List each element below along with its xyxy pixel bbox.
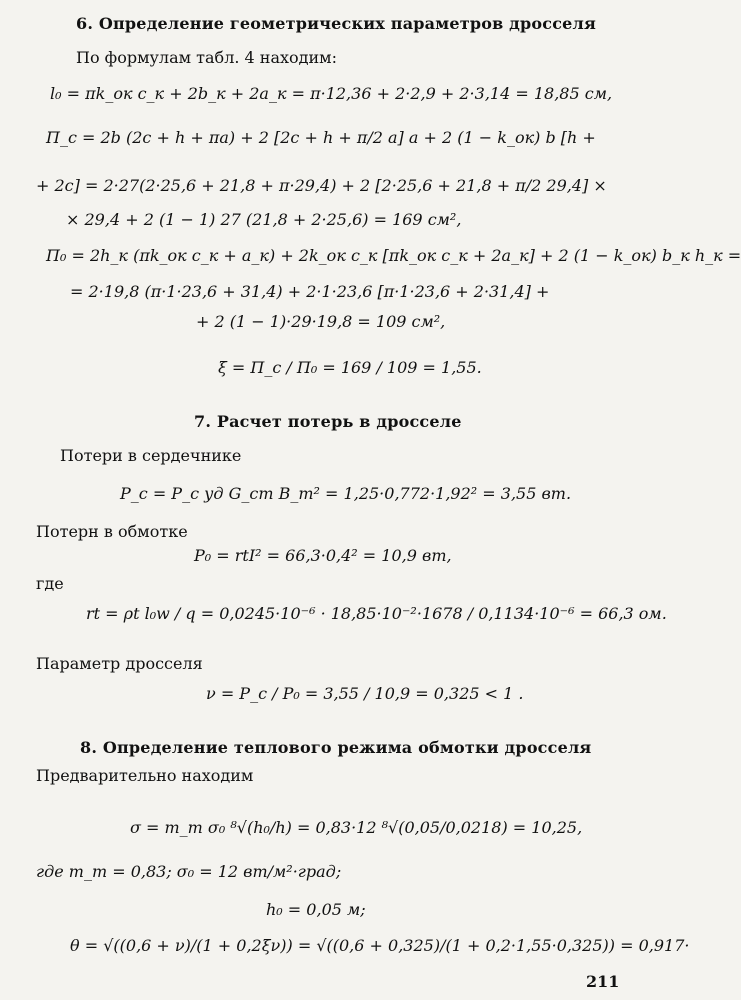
section-6-intro: По формулам табл. 4 находим: xyxy=(76,48,337,67)
section-6-heading: 6. Определение геометрических параметров дросселя xyxy=(76,14,597,33)
preliminary-label: Предварительно находим xyxy=(36,766,254,785)
equation-theta: θ = √((0,6 + ν)/(1 + 0,2ξν)) = √((0,6 + 0,325)/(1 + 0,2·1,55·0,325)) = 0,917· xyxy=(70,936,690,955)
core-losses-label: Потери в сердечнике xyxy=(60,446,242,465)
equation-pc-line-3: × 29,4 + 2 (1 − 1) 27 (21,8 + 2·25,6) = 169 см², xyxy=(66,210,462,229)
equation-pc-line-1: Π_с = 2b (2c + h + πa) + 2 [2c + h + π/2 a] a + 2 (1 − k_ок) b [h + xyxy=(46,128,596,147)
equation-h0: h₀ = 0,05 м; xyxy=(266,900,366,919)
equation-p0-line-2: = 2·19,8 (π·1·23,6 + 31,4) + 2·1·23,6 [π·1·23,6 + 2·31,4] + xyxy=(70,282,550,301)
equation-pc-line-2: + 2c] = 2·27(2·25,6 + 21,8 + π·29,4) + 2 [2·25,6 + 21,8 + π/2 29,4] × xyxy=(36,176,607,195)
winding-losses-label: Потерн в обмотке xyxy=(36,522,188,541)
equation-rt: rt = ρt l₀w / q = 0,0245·10⁻⁶ · 18,85·10⁻²·1678 / 0,1134·10⁻⁶ = 66,3 ом. xyxy=(86,604,667,623)
equation-p0-line-3: + 2 (1 − 1)·29·19,8 = 109 см², xyxy=(196,312,446,331)
equation-p0-line-1: Π₀ = 2h_к (πk_ок c_к + a_к) + 2k_ок c_к [πk_ок c_к + 2a_к] + 2 (1 − k_ок) b_к h_к = xyxy=(46,246,741,265)
where-label: где xyxy=(36,574,64,593)
equation-core-losses: P_с = P_с уд G_ст B_m² = 1,25·0,772·1,92² = 3,55 вт. xyxy=(120,484,572,503)
section-7-heading: 7. Расчет потерь в дросселе xyxy=(194,412,462,431)
equation-xi: ξ = Π_с / Π₀ = 169 / 109 = 1,55. xyxy=(218,358,482,377)
section-8-heading: 8. Определение теплового режима обмотки дросселя xyxy=(80,738,592,757)
equation-l0: l₀ = πk_ок c_к + 2b_к + 2a_к = π·12,36 + 2·2,9 + 2·3,14 = 18,85 см, xyxy=(50,84,613,103)
equation-winding-losses: P₀ = rtI² = 66,3·0,4² = 10,9 вт, xyxy=(194,546,452,565)
parameter-label: Параметр дросселя xyxy=(36,654,203,673)
equation-sigma: σ = m_т σ₀ ⁸√(h₀/h) = 0,83·12 ⁸√(0,05/0,0218) = 10,25, xyxy=(130,818,583,837)
page-number: 211 xyxy=(586,972,620,991)
equation-nu: ν = P_с / P₀ = 3,55 / 10,9 = 0,325 < 1 . xyxy=(206,684,524,703)
where-mt-sigma0: где m_т = 0,83; σ₀ = 12 вт/м²·град; xyxy=(36,862,342,881)
